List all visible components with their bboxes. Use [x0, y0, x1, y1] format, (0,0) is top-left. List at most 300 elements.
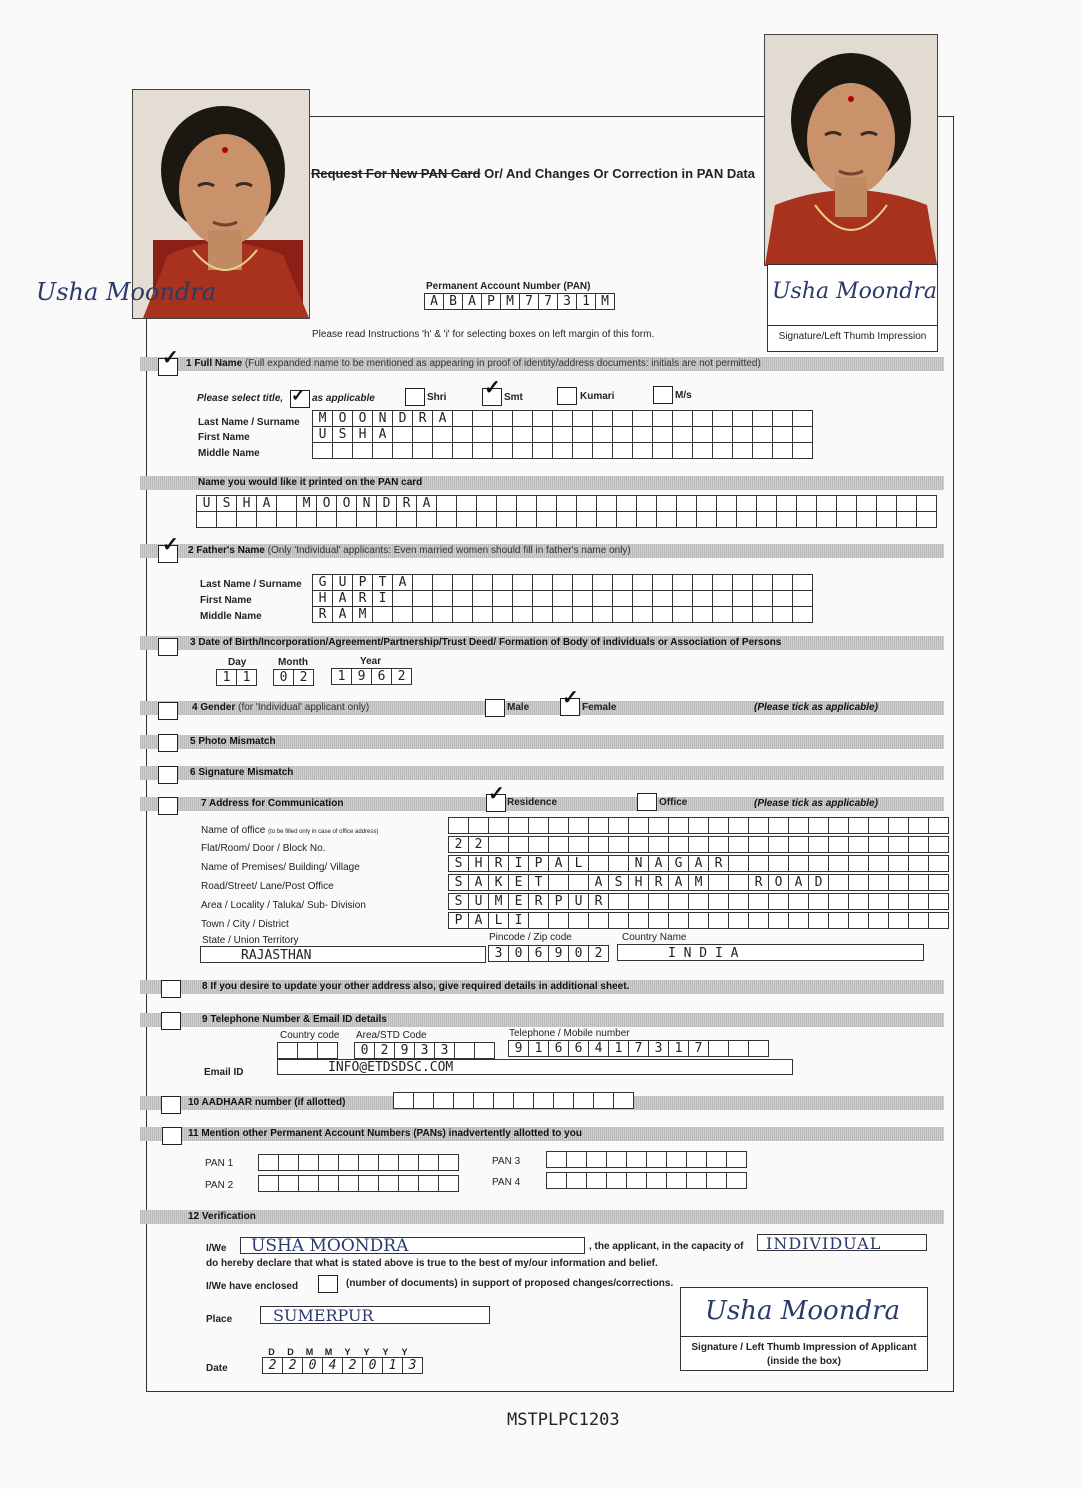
road-label: Road/Street/ Lane/Post Office: [201, 881, 334, 892]
iwe-label: I/We: [206, 1243, 227, 1254]
s1-last-name-input[interactable]: [312, 410, 813, 427]
char-box: [474, 1042, 495, 1059]
char-box: [648, 912, 668, 929]
char-box: [568, 874, 588, 891]
char-box: [372, 606, 392, 623]
s3-checkbox[interactable]: [158, 638, 178, 656]
s2-heading: 2 Father's Name: [188, 545, 265, 556]
char-box: 0: [354, 1042, 374, 1059]
char-box: [278, 1175, 298, 1192]
char-box: [312, 442, 332, 459]
char-box: [392, 606, 412, 623]
char-box: [712, 426, 732, 443]
state-label: State / Union Territory: [202, 935, 299, 946]
s2-first-name-input[interactable]: [312, 590, 813, 607]
char-box: [616, 495, 636, 512]
char-box: 2: [262, 1357, 282, 1374]
char-box: S: [608, 874, 628, 891]
char-box: [508, 817, 528, 834]
date-format-char: D: [287, 1347, 294, 1357]
char-box: [513, 1092, 533, 1109]
char-box: R: [312, 606, 332, 623]
char-box: [552, 442, 572, 459]
char-box: A: [332, 590, 352, 607]
char-box: [548, 874, 568, 891]
date-format-char: Y: [401, 1347, 408, 1357]
char-box: [648, 836, 668, 853]
dob-month-input[interactable]: [273, 669, 314, 686]
char-box: [808, 855, 828, 872]
char-box: L: [568, 855, 588, 872]
char-box: [592, 574, 612, 591]
title-kumari-checkbox[interactable]: [557, 387, 577, 405]
char-box: M: [500, 293, 519, 310]
enclosed-label: I/We have enclosed: [206, 1281, 299, 1292]
char-box: [586, 1151, 606, 1168]
char-box: [828, 836, 848, 853]
char-box: [732, 574, 752, 591]
char-box: S: [448, 893, 468, 910]
s10-checkbox[interactable]: [161, 1096, 181, 1114]
char-box: [726, 1172, 747, 1189]
print-name-bar: [140, 476, 944, 490]
char-box: [576, 511, 596, 528]
char-box: 2: [374, 1042, 394, 1059]
pan2-input[interactable]: [258, 1175, 459, 1192]
char-box: [728, 893, 748, 910]
char-box: [828, 817, 848, 834]
char-box: A: [468, 874, 488, 891]
pincode-input[interactable]: [488, 945, 609, 962]
char-box: U: [312, 426, 332, 443]
char-box: 4: [588, 1040, 608, 1057]
pan4-input[interactable]: [546, 1172, 747, 1189]
applicant-signature-box[interactable]: [680, 1287, 928, 1371]
char-box: S: [332, 426, 352, 443]
char-box: [492, 590, 512, 607]
char-box: 4: [322, 1357, 342, 1374]
char-box: [297, 1042, 317, 1059]
char-box: [928, 874, 949, 891]
title-kumari-label: Kumari: [580, 391, 615, 402]
char-box: [726, 1151, 747, 1168]
char-box: [732, 442, 752, 459]
char-box: [706, 1172, 726, 1189]
char-box: [528, 817, 548, 834]
char-box: [788, 912, 808, 929]
char-box: R: [528, 893, 548, 910]
char-box: [788, 893, 808, 910]
char-box: [432, 442, 452, 459]
char-box: [376, 511, 396, 528]
char-box: [888, 817, 908, 834]
char-box: [752, 574, 772, 591]
char-box: [666, 1151, 686, 1168]
s2-tick-icon: ✓: [162, 534, 179, 556]
char-box: [573, 1092, 593, 1109]
char-box: [512, 442, 532, 459]
s3-heading: 3 Date of Birth/Incorporation/Agreement/Partnership/Trust Deed/ Formation of Body of individuals or Association of Persons: [190, 637, 782, 648]
s1-middle-name-input[interactable]: [312, 442, 813, 459]
char-box: D: [376, 495, 396, 512]
char-box: G: [312, 574, 332, 591]
char-box: P: [448, 912, 468, 929]
s1-heading: 1 Full Name: [186, 358, 243, 369]
s6-checkbox[interactable]: [158, 766, 178, 784]
char-box: [468, 817, 488, 834]
char-box: [372, 442, 392, 459]
char-box: [672, 442, 692, 459]
char-box: [672, 590, 692, 607]
char-box: [496, 495, 516, 512]
char-box: [672, 426, 692, 443]
char-box: A: [424, 293, 443, 310]
char-box: [412, 442, 432, 459]
char-box: [688, 817, 708, 834]
char-box: [888, 893, 908, 910]
char-box: [454, 1042, 474, 1059]
char-box: U: [332, 574, 352, 591]
area-input[interactable]: [448, 893, 949, 910]
char-box: [848, 836, 868, 853]
flat-label: Flat/Room/ Door / Block No.: [201, 843, 326, 854]
char-box: P: [352, 574, 372, 591]
char-box: 9: [351, 668, 371, 685]
char-box: [508, 836, 528, 853]
dob-year-input[interactable]: [331, 668, 412, 685]
char-box: [632, 410, 652, 427]
char-box: P: [548, 893, 568, 910]
pan-number[interactable]: [424, 293, 615, 310]
char-box: [276, 495, 296, 512]
char-box: [646, 1151, 666, 1168]
char-box: 3: [488, 945, 508, 962]
char-box: 9: [548, 945, 568, 962]
char-box: [336, 511, 356, 528]
char-box: [712, 574, 732, 591]
char-box: [888, 855, 908, 872]
char-box: [552, 410, 572, 427]
char-box: [392, 442, 412, 459]
char-box: [438, 1175, 459, 1192]
char-box: [338, 1175, 358, 1192]
capacity-text: , the applicant, in the capacity of: [589, 1241, 744, 1252]
s2-middle-name-input[interactable]: [312, 606, 813, 623]
char-box: I: [508, 912, 528, 929]
char-box: [772, 606, 792, 623]
char-box: [592, 590, 612, 607]
char-box: [768, 836, 788, 853]
s8-checkbox[interactable]: [161, 980, 181, 998]
char-box: N: [372, 410, 392, 427]
char-box: [656, 495, 676, 512]
char-box: [608, 893, 628, 910]
char-box: [816, 495, 836, 512]
char-box: [616, 511, 636, 528]
instructions: Please read Instructions 'h' & 'i' for selecting boxes on left margin of this form.: [312, 329, 655, 340]
char-box: H: [468, 855, 488, 872]
char-box: L: [488, 912, 508, 929]
char-box: [452, 426, 472, 443]
char-box: [908, 817, 928, 834]
char-box: [732, 590, 752, 607]
char-box: R: [748, 874, 768, 891]
s7-heading: 7 Address for Communication: [201, 798, 344, 809]
char-box: [296, 511, 316, 528]
s7-checkbox[interactable]: [158, 797, 178, 815]
char-box: [748, 912, 768, 929]
flat-input[interactable]: [448, 836, 949, 853]
char-box: [666, 1172, 686, 1189]
char-box: [456, 495, 476, 512]
char-box: 0: [362, 1357, 382, 1374]
char-box: [493, 1092, 513, 1109]
gender-female-tick-icon: ✓: [562, 687, 579, 709]
char-box: [392, 590, 412, 607]
char-box: D: [392, 410, 412, 427]
char-box: [438, 1154, 459, 1171]
as-applicable-label: as applicable: [312, 393, 375, 404]
char-box: S: [448, 855, 468, 872]
char-box: [796, 511, 816, 528]
char-box: [556, 495, 576, 512]
char-box: [572, 426, 592, 443]
char-box: [728, 1040, 748, 1057]
office-note: (to be filled only in case of office address): [268, 829, 379, 835]
char-box: [452, 574, 472, 591]
road-input[interactable]: [448, 874, 949, 891]
char-box: A: [688, 855, 708, 872]
char-box: 7: [538, 293, 557, 310]
char-box: [928, 817, 949, 834]
section-11-bar: [140, 1127, 944, 1141]
char-box: [836, 495, 856, 512]
verification-name-input[interactable]: USHA MOONDRA: [240, 1237, 585, 1254]
char-box: [646, 1172, 666, 1189]
char-box: [592, 426, 612, 443]
char-box: [888, 836, 908, 853]
char-box: [876, 511, 896, 528]
char-box: O: [352, 410, 372, 427]
s4-checkbox[interactable]: [158, 702, 178, 720]
char-box: [572, 442, 592, 459]
char-box: [652, 442, 672, 459]
char-box: [856, 495, 876, 512]
char-box: D: [808, 874, 828, 891]
char-box: [318, 1154, 338, 1171]
char-box: [692, 410, 712, 427]
aadhaar-input[interactable]: [393, 1092, 634, 1109]
char-box: [792, 606, 813, 623]
signature-caption: Signature/Left Thumb Impression: [778, 331, 927, 342]
char-box: [776, 511, 796, 528]
title-ms-label: M/s: [675, 390, 692, 401]
char-box: [316, 511, 336, 528]
pan1-input[interactable]: [258, 1154, 459, 1171]
char-box: [792, 574, 813, 591]
country-code-input[interactable]: [277, 1042, 338, 1059]
char-box: T: [528, 874, 548, 891]
section-9-bar: [140, 1013, 944, 1027]
char-box: [736, 495, 756, 512]
char-box: 1: [668, 1040, 688, 1057]
char-box: I: [508, 855, 528, 872]
char-box: 2: [342, 1357, 362, 1374]
char-box: [472, 574, 492, 591]
char-box: U: [568, 893, 588, 910]
char-box: [808, 836, 828, 853]
state-input[interactable]: RAJASTHAN: [200, 946, 486, 963]
char-box: [652, 426, 672, 443]
char-box: [572, 606, 592, 623]
section-6-bar: [140, 766, 944, 780]
char-box: [258, 1175, 278, 1192]
char-box: 1: [216, 669, 236, 686]
char-box: [808, 817, 828, 834]
char-box: [692, 574, 712, 591]
char-box: [828, 874, 848, 891]
char-box: [356, 511, 376, 528]
place-input[interactable]: SUMERPUR: [260, 1306, 490, 1324]
char-box: [612, 574, 632, 591]
pan3-input[interactable]: [546, 1151, 747, 1168]
country-label: Country Name: [622, 932, 687, 943]
applicant-signature: Usha Moondra: [705, 1296, 901, 1326]
address-office-checkbox[interactable]: [637, 793, 657, 811]
char-box: [752, 426, 772, 443]
char-box: [566, 1151, 586, 1168]
char-box: M: [352, 606, 372, 623]
std-code-input[interactable]: [354, 1042, 495, 1059]
char-box: [768, 912, 788, 929]
char-box: [652, 574, 672, 591]
char-box: [496, 511, 516, 528]
char-box: [688, 893, 708, 910]
year-label: Year: [360, 656, 382, 667]
s5-heading: 5 Photo Mismatch: [190, 736, 276, 747]
char-box: 3: [648, 1040, 668, 1057]
char-box: [848, 912, 868, 929]
char-box: [856, 511, 876, 528]
char-box: [626, 1172, 646, 1189]
s9-checkbox[interactable]: [161, 1012, 181, 1030]
char-box: [472, 606, 492, 623]
email-input[interactable]: INFO@ETDSDSC.COM: [277, 1059, 793, 1075]
office-name-input[interactable]: [448, 817, 949, 834]
char-box: [606, 1172, 626, 1189]
char-box: [546, 1172, 566, 1189]
char-box: [338, 1154, 358, 1171]
s11-checkbox[interactable]: [162, 1127, 182, 1145]
char-box: 2: [293, 669, 314, 686]
char-box: P: [528, 855, 548, 872]
char-box: B: [443, 293, 462, 310]
char-box: S: [448, 874, 468, 891]
char-box: R: [412, 410, 432, 427]
print-name-row-2[interactable]: [196, 511, 937, 528]
phone-label: Telephone / Mobile number: [509, 1028, 630, 1039]
char-box: [528, 912, 548, 929]
char-box: [876, 495, 896, 512]
s5-checkbox[interactable]: [158, 734, 178, 752]
char-box: [492, 606, 512, 623]
char-box: [552, 590, 572, 607]
gender-male-checkbox[interactable]: [485, 699, 505, 717]
char-box: [552, 574, 572, 591]
char-box: [828, 912, 848, 929]
date-input[interactable]: [262, 1357, 423, 1374]
town-input[interactable]: [448, 912, 949, 929]
char-box: N: [628, 855, 648, 872]
char-box: [788, 817, 808, 834]
char-box: [708, 836, 728, 853]
char-box: [552, 426, 572, 443]
capacity-input[interactable]: INDIVIDUAL: [757, 1234, 927, 1251]
char-box: A: [392, 574, 412, 591]
char-box: 6: [568, 1040, 588, 1057]
char-box: [868, 912, 888, 929]
signature-box-right: [767, 264, 938, 352]
s10-heading: 10 AADHAAR number (if allotted): [188, 1097, 346, 1108]
char-box: [606, 1151, 626, 1168]
char-box: M: [688, 874, 708, 891]
date-format-char: D: [268, 1347, 275, 1357]
applicant-signature-caption-1: Signature / Left Thumb Impression of Applicant: [691, 1342, 917, 1353]
char-box: [696, 511, 716, 528]
header-rule: [307, 116, 765, 117]
date-format-char: Y: [363, 1347, 370, 1357]
print-name-row-1[interactable]: [196, 495, 937, 512]
premises-input[interactable]: [448, 855, 949, 872]
title-ms-checkbox[interactable]: [653, 386, 673, 404]
char-box: [612, 442, 632, 459]
char-box: [686, 1151, 706, 1168]
s4-heading: 4 Gender: [192, 702, 236, 713]
char-box: [748, 836, 768, 853]
pincode-label: Pincode / Zip code: [489, 932, 572, 943]
address-residence-label: Residence: [507, 797, 558, 808]
enclosed-count-input[interactable]: [318, 1275, 338, 1293]
phone-input[interactable]: [508, 1040, 769, 1057]
char-box: [592, 442, 612, 459]
char-box: [452, 442, 472, 459]
char-box: [712, 410, 732, 427]
char-box: [472, 426, 492, 443]
char-box: [532, 590, 552, 607]
title-rest: Or/ And Changes Or Correction in PAN Data: [480, 166, 755, 181]
char-box: [568, 836, 588, 853]
char-box: [516, 495, 536, 512]
print-name-label: Name you would like it printed on the PAN card: [198, 477, 423, 488]
char-box: [612, 410, 632, 427]
country-input[interactable]: I N D I A: [617, 944, 924, 961]
char-box: A: [372, 426, 392, 443]
dob-day-input[interactable]: [216, 669, 257, 686]
s1-last-name-label: Last Name / Surname: [198, 417, 300, 428]
title-smt-label: Smt: [504, 392, 523, 403]
s9-heading: 9 Telephone Number & Email ID details: [202, 1014, 387, 1025]
char-box: [708, 893, 728, 910]
char-box: A: [416, 495, 436, 512]
char-box: O: [332, 410, 352, 427]
char-box: [298, 1154, 318, 1171]
s1-first-name-input[interactable]: [312, 426, 813, 443]
char-box: [708, 1040, 728, 1057]
char-box: [456, 511, 476, 528]
title-shri-checkbox[interactable]: [405, 388, 425, 406]
s2-last-name-input[interactable]: [312, 574, 813, 591]
char-box: [928, 855, 949, 872]
